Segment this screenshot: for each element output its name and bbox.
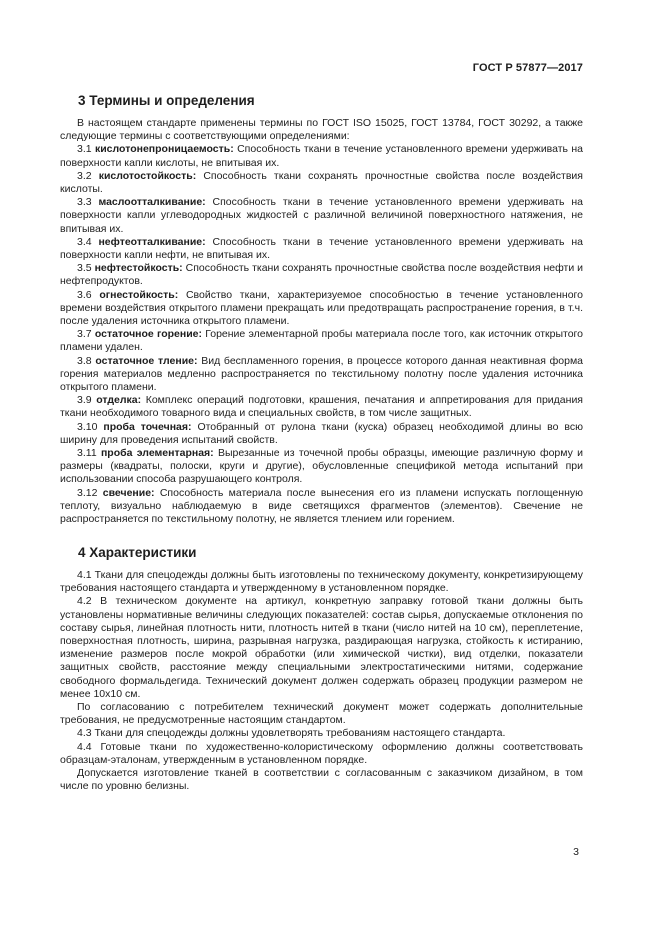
term-definition — [60, 196, 583, 236]
characteristic-paragraph: По согласованию с потребителем технический документ может содержать дополнительные требования, не предусмотренные настоящим стандартом. — [60, 701, 583, 727]
term-name: кислотостойкость: — [98, 169, 197, 182]
term-number: 3.7 — [77, 328, 92, 341]
term-name: нефтеотталкивание: — [98, 235, 206, 248]
term-number: 3.9 — [77, 394, 92, 407]
term-definition — [60, 262, 583, 288]
page-number: 3 — [573, 846, 579, 858]
characteristics-list — [60, 569, 583, 793]
term-number: 3.5 — [77, 262, 92, 275]
term-text: Способность ткани в течение установленного времени удерживать на поверхности капли углеводородных жидкостей с различной величиной поверхностного натяжения, не впитывая их. — [60, 196, 584, 235]
term-text: Способность материала после вынесения его из пламени испускать поглощенную теплоту, визуально наблюдаемую в виде светящихся фрагментов (элементов). Свечение не распространяется по текстильному полотну, не является тлением или горением. — [60, 486, 583, 526]
term-text: Способность ткани сохранять прочностные свойства после воздействия нефти и нефтепродуктов. — [60, 262, 583, 288]
term-definition — [60, 447, 583, 487]
term-name: проба элементарная: — [100, 447, 214, 460]
term-number: 3.1 — [77, 143, 92, 156]
characteristic-paragraph: Допускается изготовление тканей в соответствии с согласованным с заказчиком дизайном, в том числе по уровню белизны. — [60, 767, 583, 793]
term-text: Способность ткани в течение установленного времени удерживать на поверхности капли нефти, не впитывая их. — [60, 235, 583, 262]
term-number: 3.11 — [77, 447, 97, 460]
term-definition — [60, 421, 583, 447]
term-name: кислотонепроницаемость: — [94, 143, 234, 156]
term-definition — [60, 487, 583, 527]
term-text: Свойство ткани, характеризуемое способностью в течение установленного времени воздействия открытого пламени прекращать или предотвращать распространение горения, в т.ч. после удаления источника открытого пламени. — [60, 288, 583, 328]
section-characteristics — [60, 545, 583, 793]
term-name: свечение: — [102, 486, 155, 499]
section-intro: В настоящем стандарте применены термины по ГОСТ ISO 15025, ГОСТ 13784, ГОСТ 30292, а также следующие термины с соответствующими определениями: — [60, 117, 583, 143]
characteristic-paragraph: 4.2 В техническом документе на артикул, конкретную заправку готовой ткани должны быть установлены нормативные величины следующих показателей: состав сырья, допускаемые отклонения по составу сырья, линейная плотность нити, плотность нитей в ткани (число нитей на 10 см), переплетение, поверхностная плотность, ширина, разрывная нагрузка, раздирающая нагрузка, стойкость к истиранию, изменение размеров после мокрой обработки (или химической чистки), вид отделки, показатели защитных свойств, расстояние между специальными электростатическими нитями, содержание свободного формальдегида. Технический документ должен содержать образец продукции размером не менее 10х10 см. — [60, 595, 583, 700]
term-text: Способность ткани в течение установленного времени удерживать на поверхности капли кислоты, не впитывая их. — [60, 143, 584, 169]
term-definition — [60, 170, 583, 196]
term-definition — [60, 236, 583, 262]
term-number: 3.10 — [77, 420, 98, 433]
characteristic-paragraph: 4.4 Готовые ткани по художественно-колористическому оформлению должны соответствовать образцам-эталонам, утвержденным в установленном порядке. — [60, 740, 583, 766]
term-number: 3.6 — [77, 288, 92, 301]
term-name: маслоотталкивание: — [98, 196, 206, 209]
term-text: Вид беспламенного горения, в процессе которого данная неактивная форма горения материалов медленно распространяется по текстильному полотну после удаления источника открытого пламени. — [60, 354, 584, 394]
terms-list — [60, 143, 583, 526]
term-text: Отобранный от рулона ткани (куска) образец необходимой длины во всю ширину для проведения испытаний свойств. — [60, 420, 583, 446]
term-name: отделка: — [96, 394, 142, 407]
section-title-terms: 3 Термины и определения — [78, 93, 255, 108]
term-name: остаточное горение: — [94, 328, 203, 341]
term-definition — [60, 289, 583, 329]
term-definition — [60, 394, 583, 420]
characteristic-paragraph: 4.1 Ткани для спецодежды должны быть изготовлены по техническому документу, конкретизирующему требования настоящего стандарта и утвержденному в установленном порядке. — [60, 569, 583, 595]
term-number: 3.2 — [77, 169, 92, 182]
term-number: 3.8 — [77, 354, 92, 367]
term-definition — [60, 143, 583, 169]
term-name: остаточное тление: — [95, 354, 198, 367]
term-definition — [60, 355, 583, 395]
term-number: 3.12 — [77, 486, 98, 499]
term-text: Вырезанные из точечной пробы образцы, имеющие различную форму и размеры (квадраты, полоски, круги и другие), обусловленные спецификой метода испытаний при использовании способа разрушающего контроля. — [60, 447, 584, 486]
term-number: 3.4 — [77, 235, 92, 248]
term-definition — [60, 328, 583, 354]
term-name: нефтестойкость: — [94, 262, 183, 275]
section-title-characteristics: 4 Характеристики — [78, 545, 197, 560]
term-text: Комплекс операций подготовки, крашения, печатания и аппретирования для придания ткани необходимого товарного вида и специальных свойств, в том числе защитных. — [60, 394, 583, 420]
term-name: огнестойкость: — [99, 288, 179, 301]
term-number: 3.3 — [77, 196, 92, 209]
term-name: проба точечная: — [103, 420, 192, 433]
characteristic-paragraph: 4.3 Ткани для спецодежды должны удовлетворять требованиям настоящего стандарта. — [77, 727, 506, 740]
term-text: Горение элементарной пробы материала после того, как источник открытого пламени удален. — [60, 328, 583, 354]
document-code: ГОСТ Р 57877—2017 — [472, 62, 583, 74]
section-terms-and-definitions — [60, 93, 583, 526]
term-text: Способность ткани сохранять прочностные свойства после воздействия кислоты. — [60, 169, 583, 196]
